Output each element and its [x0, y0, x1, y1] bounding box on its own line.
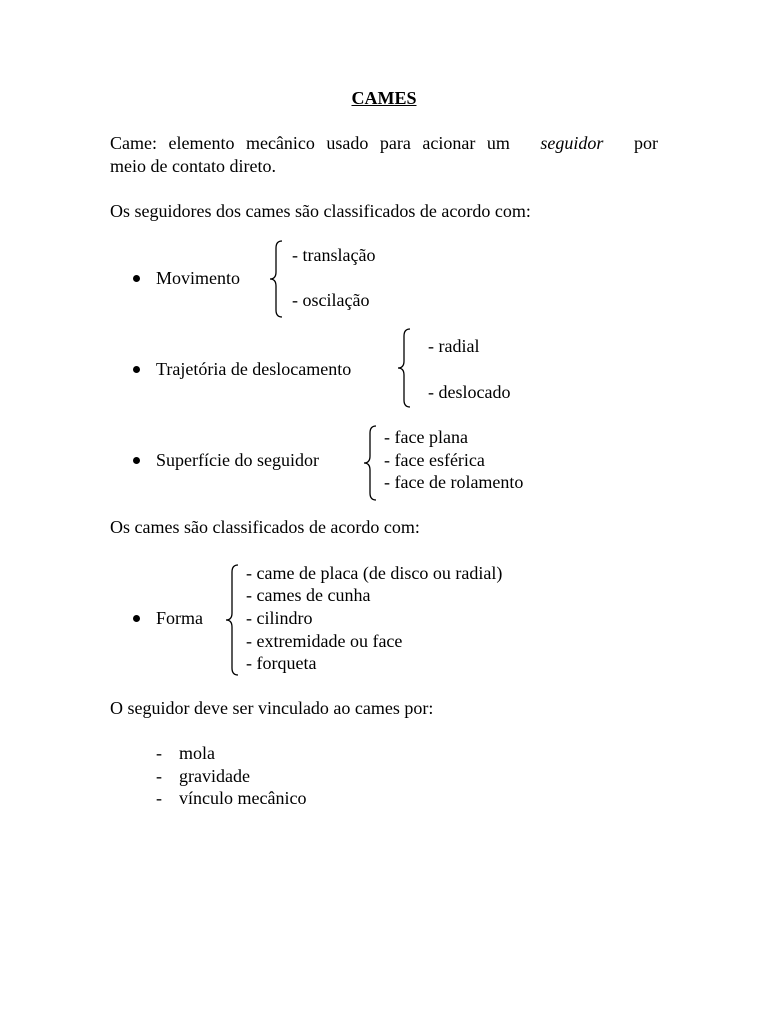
- brace: [362, 425, 378, 501]
- list-item: [156, 742, 215, 764]
- option-translacao: - translação: [292, 245, 376, 265]
- brace: [224, 564, 240, 676]
- follower-label-trajetoria: Trajetória de deslocamento: [156, 359, 352, 379]
- follower-label-superficie: Superfície do seguidor: [156, 450, 319, 470]
- bullet: [133, 275, 140, 282]
- cam-label-forma: Forma: [156, 608, 203, 628]
- followers-heading: Os seguidores dos cames são classificados de acordo com:: [110, 201, 531, 221]
- intro-line-1: [110, 132, 658, 154]
- list-item: [156, 787, 306, 809]
- bullet: [133, 615, 140, 622]
- bullet: [133, 366, 140, 373]
- brace: [268, 240, 284, 318]
- page-title: CAMES: [351, 88, 417, 108]
- option-cames-cunha: - cames de cunha: [246, 585, 371, 605]
- option-forqueta: - forqueta: [246, 653, 317, 673]
- intro-emphasis: seguidor: [540, 133, 604, 153]
- list-text: vínculo mecânico: [179, 788, 307, 808]
- option-face-plana: - face plana: [384, 427, 468, 447]
- option-cilindro: - cilindro: [246, 608, 313, 628]
- intro-line-2: meio de contato direto.: [110, 156, 276, 176]
- option-radial: - radial: [428, 336, 480, 356]
- list-dash: -: [156, 788, 162, 808]
- intro-tail: por: [633, 133, 658, 153]
- list-text: mola: [179, 743, 215, 763]
- bullet: [133, 457, 140, 464]
- option-extremidade: - extremidade ou face: [246, 631, 403, 651]
- option-came-placa: - came de placa (de disco ou radial): [246, 563, 503, 583]
- follower-label-movimento: Movimento: [156, 268, 240, 288]
- option-oscilacao: - oscilação: [292, 290, 370, 310]
- list-dash: -: [156, 766, 162, 786]
- list-dash: -: [156, 743, 162, 763]
- intro-lead: Came: elemento mecânico usado para acionar um: [110, 133, 510, 153]
- list-item: [156, 765, 250, 787]
- option-deslocado: - deslocado: [428, 382, 511, 402]
- cams-heading: Os cames são classificados de acordo com:: [110, 517, 420, 537]
- list-text: gravidade: [179, 766, 250, 786]
- option-face-esferica: - face esférica: [384, 450, 485, 470]
- brace: [396, 328, 412, 408]
- binding-heading: O seguidor deve ser vinculado ao cames por:: [110, 698, 434, 718]
- option-face-rolamento: - face de rolamento: [384, 472, 524, 492]
